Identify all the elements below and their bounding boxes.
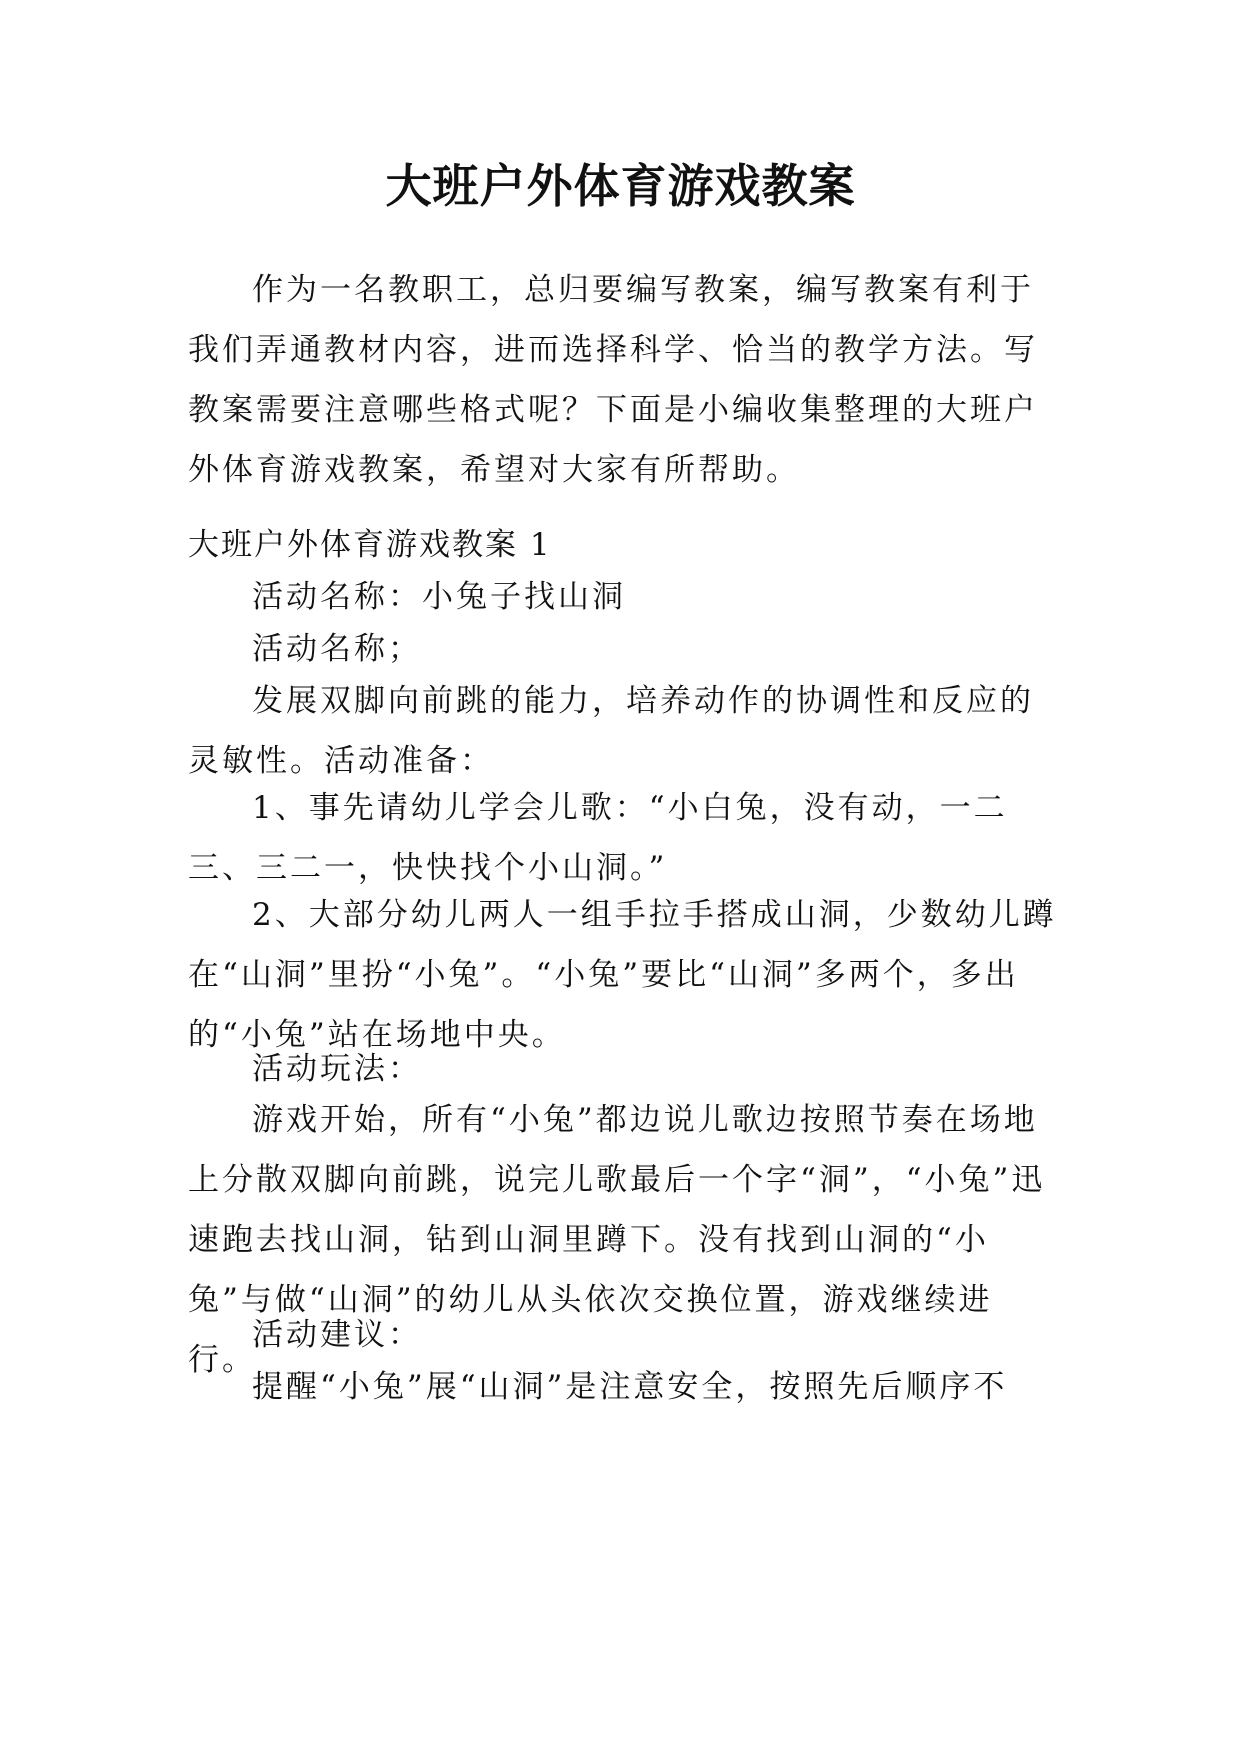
section-heading: 大班户外体育游戏教案 1 <box>188 527 552 563</box>
activity-goal-paragraph: 发展双脚向前跳的能力，培养动作的协调性和反应的灵敏性。活动准备： <box>188 683 1034 779</box>
preparation-item-2: 2、大部分幼儿两人一组手拉手搭成山洞，少数幼儿蹲在“山洞”里扮“小兔”。“小兔”要比“山洞”多两个，多出的“小兔”站在场地中央。 <box>188 897 1057 1053</box>
suggestion-paragraph: 提醒“小兔”展“山洞”是注意安全，按照先后顺序不 <box>252 1369 1008 1405</box>
document-title: 大班户外体育游戏教案 <box>385 159 856 213</box>
gameplay-label: 活动玩法： <box>252 1051 422 1087</box>
activity-name-line: 活动名称：小兔子找山洞 <box>252 579 626 615</box>
gameplay-paragraph: 游戏开始，所有“小兔”都边说儿歌边按照节奏在场地上分散双脚向前跳，说完儿歌最后一个字“洞”，“小兔”迅速跑去找山洞，钻到山洞里蹲下。没有找到山洞的“小兔”与做“山洞”的幼儿从头依次交换位置，游戏继续进行。 <box>188 1102 1046 1378</box>
preparation-item-1: 1、事先请幼儿学会儿歌：“小白兔，没有动，一二三、三二一，快快找个小山洞。” <box>188 790 1008 886</box>
activity-goal-label: 活动名称； <box>252 631 422 667</box>
intro-paragraph: 作为一名教职工，总归要编写教案，编写教案有利于我们弄通教材内容，进而选择科学、恰当的教学方法。写教案需要注意哪些格式呢？下面是小编收集整理的大班户外体育游戏教案，希望对大家有所帮助。 <box>188 272 1038 488</box>
suggestion-label: 活动建议： <box>252 1317 422 1353</box>
